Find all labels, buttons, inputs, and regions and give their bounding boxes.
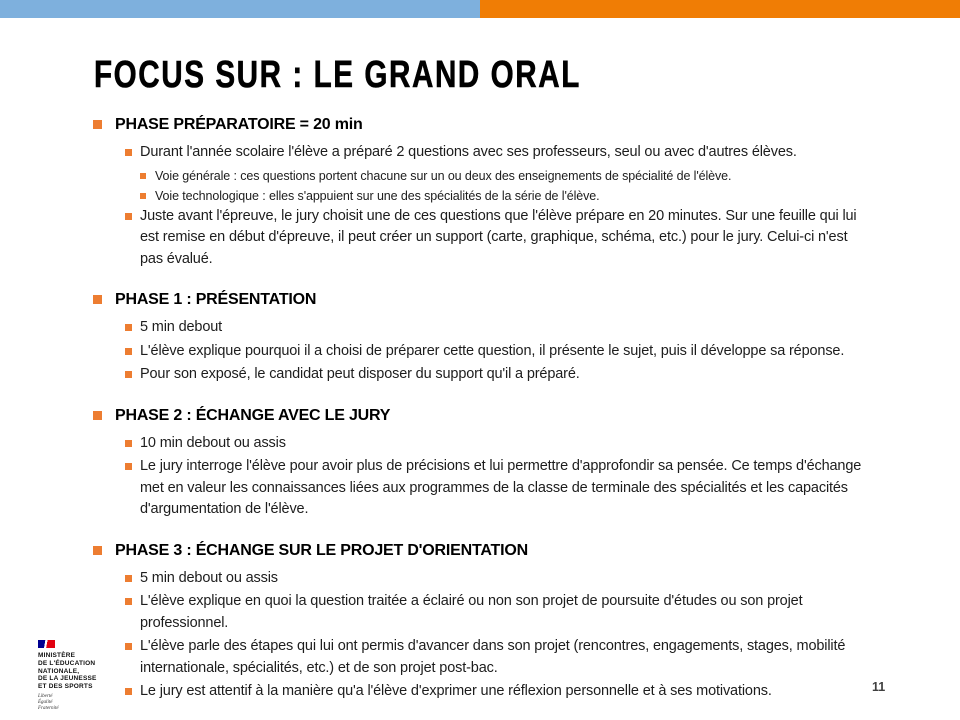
ministry-logo [38, 640, 97, 712]
ministry-logo-line: MINISTÈRE [38, 652, 76, 659]
section [93, 115, 873, 270]
square-bullet-icon [125, 688, 132, 695]
bullet-item [125, 206, 873, 271]
bullet-item-text: L'élève explique pourquoi il a choisi de préparer cette question, il présente le sujet, puis il développe sa réponse. [140, 342, 845, 359]
bullet-item-text: Le jury est attentif à la manière qu'a l'élève d'exprimer une réflexion personnelle et à ses motivations. [140, 683, 772, 699]
section-heading-text: PHASE 3 : ÉCHANGE SUR LE PROJET D'ORIENTATION [115, 541, 528, 559]
square-bullet-icon [125, 440, 132, 447]
bullet-item [125, 433, 873, 455]
slide-body [93, 115, 873, 705]
bullet-item-text: Le jury interroge l'élève pour avoir plus de précisions et lui permettre d'approfondir sa pensée. Ce temps d'échange met en valeur les connaissances liées aux programmes de la classe de terminale des spécialités et les capacités d'argumentation de l'élève. [140, 458, 862, 517]
bullet-item-text: L'élève parle des étapes qui lui ont permis d'avancer dans son projet (rencontres, engagements, stages, mobilité internationale, spécialités, etc.) et de son projet post-bac. [140, 638, 846, 676]
page-number: 11 [872, 680, 886, 694]
bullet-item [125, 456, 873, 521]
ministry-logo-line: DE L'ÉDUCATION [38, 659, 96, 667]
bullet-item-text: L'élève explique en quoi la question traitée a éclairé ou non son projet de poursuite d'études ou son projet professionnel. [140, 593, 803, 631]
bullet-item [125, 591, 873, 634]
square-bullet-icon [125, 324, 132, 331]
bullet-item [125, 341, 873, 363]
section [93, 541, 873, 703]
motto-line: Égalité [38, 699, 53, 705]
bullet-item-text: Voie générale : ces questions portent chacune sur un ou deux des enseignements de spécialité de l'élève. [155, 168, 732, 183]
top-bar-orange [480, 0, 960, 18]
bullet-item [125, 142, 873, 164]
square-bullet-icon [125, 463, 132, 470]
bullet-item [125, 568, 873, 590]
square-bullet-icon [93, 411, 102, 420]
square-bullet-icon [125, 149, 132, 156]
square-bullet-icon [125, 371, 132, 378]
bullet-item [125, 636, 873, 679]
bullet-item [125, 364, 873, 386]
section-heading [93, 406, 873, 425]
section-heading [93, 541, 873, 560]
section [93, 290, 873, 386]
bullet-item-text: 5 min debout ou assis [140, 569, 278, 586]
bullet-item-text: Juste avant l'épreuve, le jury choisit une de ces questions que l'élève prépare en 20 minutes. Sur une feuille qui lui est remise en début d'épreuve, il peut créer un support (carte, graphique, schéma, etc.) pour le jury. Celui-ci n'est pas évalué. [140, 207, 857, 267]
page-title: FOCUS SUR : LE GRAND ORAL [94, 54, 581, 96]
section-heading-text: PHASE PRÉPARATOIRE = 20 min [115, 116, 363, 133]
section-heading [93, 290, 873, 309]
motto-line: Fraternité [38, 705, 59, 711]
bullet-item [140, 186, 873, 206]
square-bullet-icon [140, 193, 146, 199]
bullet-item-text: 5 min debout [140, 319, 223, 335]
section-heading-text: PHASE 2 : ÉCHANGE AVEC LE JURY [115, 406, 391, 424]
square-bullet-icon [125, 575, 132, 582]
ministry-logo-line: ET DES SPORTS [38, 683, 93, 691]
square-bullet-icon [125, 213, 132, 220]
square-bullet-icon [125, 598, 132, 605]
square-bullet-icon [140, 173, 146, 179]
square-bullet-icon [93, 120, 102, 129]
square-bullet-icon [93, 546, 102, 555]
top-bar-blue [0, 0, 480, 18]
square-bullet-icon [125, 643, 132, 650]
bullet-item [125, 317, 873, 339]
bullet-item-text: Pour son exposé, le candidat peut disposer du support qu'il a préparé. [140, 366, 580, 382]
ministry-logo-line: DE LA JEUNESSE [38, 675, 97, 683]
section-heading-text: PHASE 1 : PRÉSENTATION [115, 291, 317, 308]
square-bullet-icon [125, 348, 132, 355]
ministry-motto [38, 694, 97, 712]
french-flag-icon [38, 640, 55, 648]
bullet-item-text: Durant l'année scolaire l'élève a préparé 2 questions avec ses professeurs, seul ou avec d'autres élèves. [140, 144, 797, 160]
square-bullet-icon [93, 295, 102, 304]
ministry-logo-line: NATIONALE, [38, 667, 80, 675]
section-heading [93, 115, 873, 134]
motto-line: Liberté [38, 693, 53, 699]
bullet-item [140, 166, 873, 186]
bullet-item-text: Voie technologique : elles s'appuient sur une des spécialités de la série de l'élève. [155, 188, 600, 203]
section [93, 406, 873, 521]
bullet-item [125, 681, 873, 703]
bullet-item-text: 10 min debout ou assis [140, 434, 286, 451]
